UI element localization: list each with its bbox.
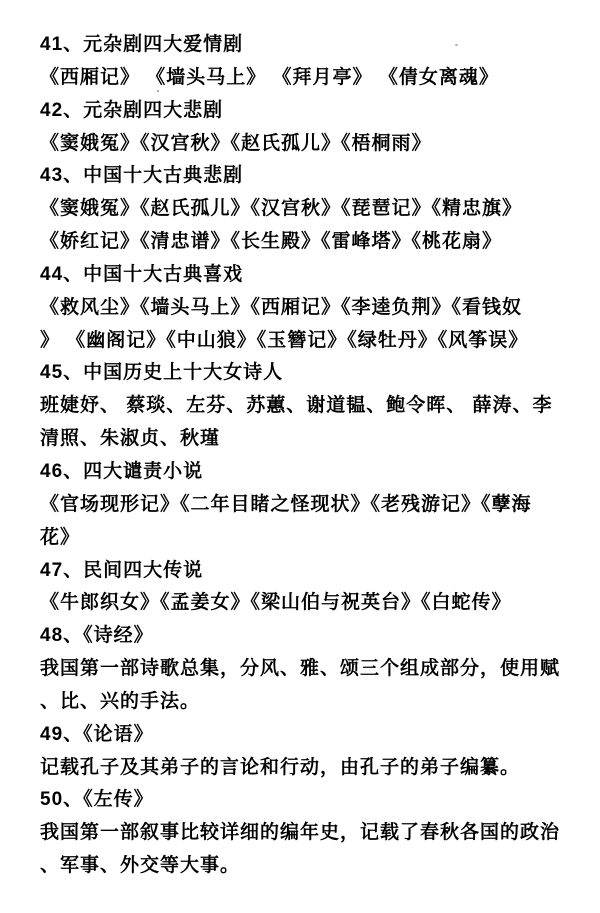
doc-line-item-46-content-1: 《官场现形记》《二年目睹之怪现状》《老残游记》《孽海	[40, 493, 532, 515]
scan-speck	[455, 44, 458, 46]
doc-line-item-41-heading: 41、元杂剧四大爱情剧	[40, 34, 244, 55]
doc-line-item-44-heading: 44、中国十大古典喜戏	[40, 263, 244, 285]
doc-line-item-48-content-2: 、比、兴的手法。	[40, 690, 201, 712]
doc-line-item-45-content-1: 班婕妤、 蔡琰、左芬、苏蕙、谢道韫、鲍令晖、 薛涛、李	[40, 395, 553, 417]
doc-line-item-42-content: 《窦娥冤》《汉宫秋》《赵氏孤儿》《梧桐雨》	[40, 132, 432, 154]
doc-line-item-49-content: 记载孔子及其弟子的言论和行动，由孔子的弟子编纂。	[40, 756, 521, 778]
doc-line-item-48-heading: 48、《诗经》	[40, 625, 154, 647]
doc-line-item-43-content-1: 《窦娥冤》《赵氏孤儿》《汉宫秋》《琵琶记》《精忠旗》	[40, 198, 523, 220]
scan-speck	[157, 90, 159, 92]
doc-line-item-45-content-2: 清照、朱淑贞、秋瑾	[40, 428, 221, 450]
doc-line-item-42-heading: 42、元杂剧四大悲剧	[40, 99, 224, 121]
doc-line-item-43-content-2: 《娇红记》《清忠谱》《长生殿》《雷峰塔》《桃花扇》	[40, 231, 503, 253]
doc-line-item-48-content-1: 我国第一部诗歌总集，分风、雅、颂三个组成部分，使用赋	[40, 658, 561, 680]
doc-line-item-46-content-2: 花》	[40, 526, 81, 548]
doc-line-item-47-content: 《牛郎织女》《孟姜女》《梁山伯与祝英台》《白蛇传》	[40, 592, 512, 614]
doc-line-item-44-content-2: 》 《幽阁记》《中山狼》《玉簪记》《绿牡丹》《风筝误》	[40, 329, 529, 351]
doc-line-item-45-heading: 45、中国历史上十大女诗人	[40, 362, 284, 384]
doc-line-item-41-content: 《西厢记》 《墙头马上》 《拜月亭》 《倩女离魂》	[40, 66, 499, 88]
doc-line-item-46-heading: 46、四大谴责小说	[40, 460, 204, 482]
doc-line-item-50-heading: 50、《左传》	[40, 789, 154, 811]
doc-line-item-50-content-1: 我国第一部叙事比较详细的编年史，记载了春秋各国的政治	[40, 822, 561, 844]
doc-line-item-50-content-2: 、军事、外交等大事。	[40, 855, 241, 877]
doc-line-item-43-heading: 43、中国十大古典悲剧	[40, 165, 244, 187]
doc-line-item-49-heading: 49、《论语》	[40, 723, 154, 745]
doc-line-item-47-heading: 47、民间四大传说	[40, 559, 204, 581]
doc-line-item-44-content-1: 《救风尘》《墙头马上》《西厢记》《李逵负荆》《看钱奴	[40, 296, 523, 318]
document-text-block	[40, 29, 592, 883]
